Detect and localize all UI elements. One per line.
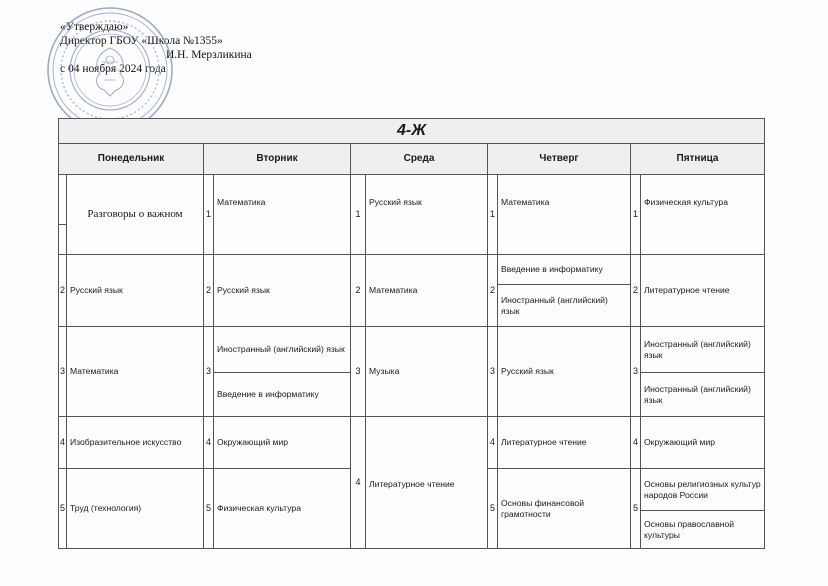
lesson-cell: Иностранный (английский) язык (641, 327, 765, 373)
lesson-cell: Математика (67, 327, 204, 417)
class-title: 4-Ж (59, 119, 765, 144)
lesson-number: 3 (59, 327, 67, 417)
lesson-number: 5 (59, 469, 67, 549)
lesson-number: 4 (59, 417, 67, 469)
day-header-thursday: Четверг (488, 144, 631, 175)
lesson-cell: Музыка (366, 327, 488, 417)
lesson-cell: Русский язык (67, 255, 204, 327)
approval-block (60, 20, 320, 76)
lesson-number: 1 (631, 175, 641, 255)
lesson-number: 4 (351, 417, 366, 549)
lesson-cell: Введение в информатику (214, 373, 351, 417)
lesson-number: 5 (631, 469, 641, 549)
director-position: Директор ГБОУ «Школа №1355» (60, 35, 223, 47)
lesson-number: 5 (488, 469, 498, 549)
lesson-number: 4 (631, 417, 641, 469)
lesson-cell: Окружающий мир (641, 417, 765, 469)
lesson-cell: Труд (технология) (67, 469, 204, 549)
effective-date: с 04 ноября 2024 года (60, 63, 166, 75)
day-header-tuesday: Вторник (204, 144, 351, 175)
lesson-cell: Окружающий мир (214, 417, 351, 469)
day-header-friday: Пятница (631, 144, 765, 175)
lesson-cell: Литературное чтение (498, 417, 631, 469)
lesson-number: 1 (351, 175, 366, 255)
lesson-cell: Русский язык (214, 255, 351, 327)
director-name: И.Н. Мерзликина (166, 49, 252, 61)
lesson-number: 3 (351, 327, 366, 417)
lesson-cell: Разговоры о важном (67, 175, 204, 255)
lesson-cell: Физическая культура (214, 469, 351, 549)
lesson-cell: Физическая культура (641, 175, 765, 255)
lesson-number: 1 (488, 175, 498, 255)
lesson-number: 3 (488, 327, 498, 417)
lesson-cell: Основы религиозных культур народов России (641, 469, 765, 511)
lesson-number: 3 (204, 327, 214, 417)
lesson-number: 5 (204, 469, 214, 549)
lesson-cell: Основы финансовой грамотности (498, 469, 631, 549)
lesson-number (59, 225, 67, 255)
lesson-cell: Русский язык (498, 327, 631, 417)
lesson-cell: Иностранный (английский) язык (214, 327, 351, 373)
lesson-cell: Математика (214, 175, 351, 255)
lesson-cell: Основы православной культуры (641, 511, 765, 549)
schedule-table (58, 118, 765, 549)
lesson-number: 2 (631, 255, 641, 327)
lesson-number: 4 (204, 417, 214, 469)
lesson-cell: Введение в информатику (498, 255, 631, 285)
lesson-cell: Русский язык (366, 175, 488, 255)
lesson-cell: Литературное чтение (641, 255, 765, 327)
day-header-monday: Понедельник (59, 144, 204, 175)
lesson-number: 2 (204, 255, 214, 327)
lesson-number: 2 (59, 255, 67, 327)
lesson-number (59, 175, 67, 225)
lesson-number: 3 (631, 327, 641, 417)
lesson-number: 4 (488, 417, 498, 469)
lesson-number: 2 (351, 255, 366, 327)
lesson-number: 1 (204, 175, 214, 255)
lesson-cell: Изобразительное искусство (67, 417, 204, 469)
day-header-wednesday: Среда (351, 144, 488, 175)
lesson-cell: Иностранный (английский) язык (641, 373, 765, 417)
lesson-cell: Математика (498, 175, 631, 255)
approval-heading: «Утверждаю» (60, 21, 129, 33)
lesson-cell: Литературное чтение (366, 417, 488, 549)
lesson-number: 2 (488, 255, 498, 327)
lesson-cell: Математика (366, 255, 488, 327)
lesson-cell: Иностранный (английский) язык (498, 285, 631, 327)
